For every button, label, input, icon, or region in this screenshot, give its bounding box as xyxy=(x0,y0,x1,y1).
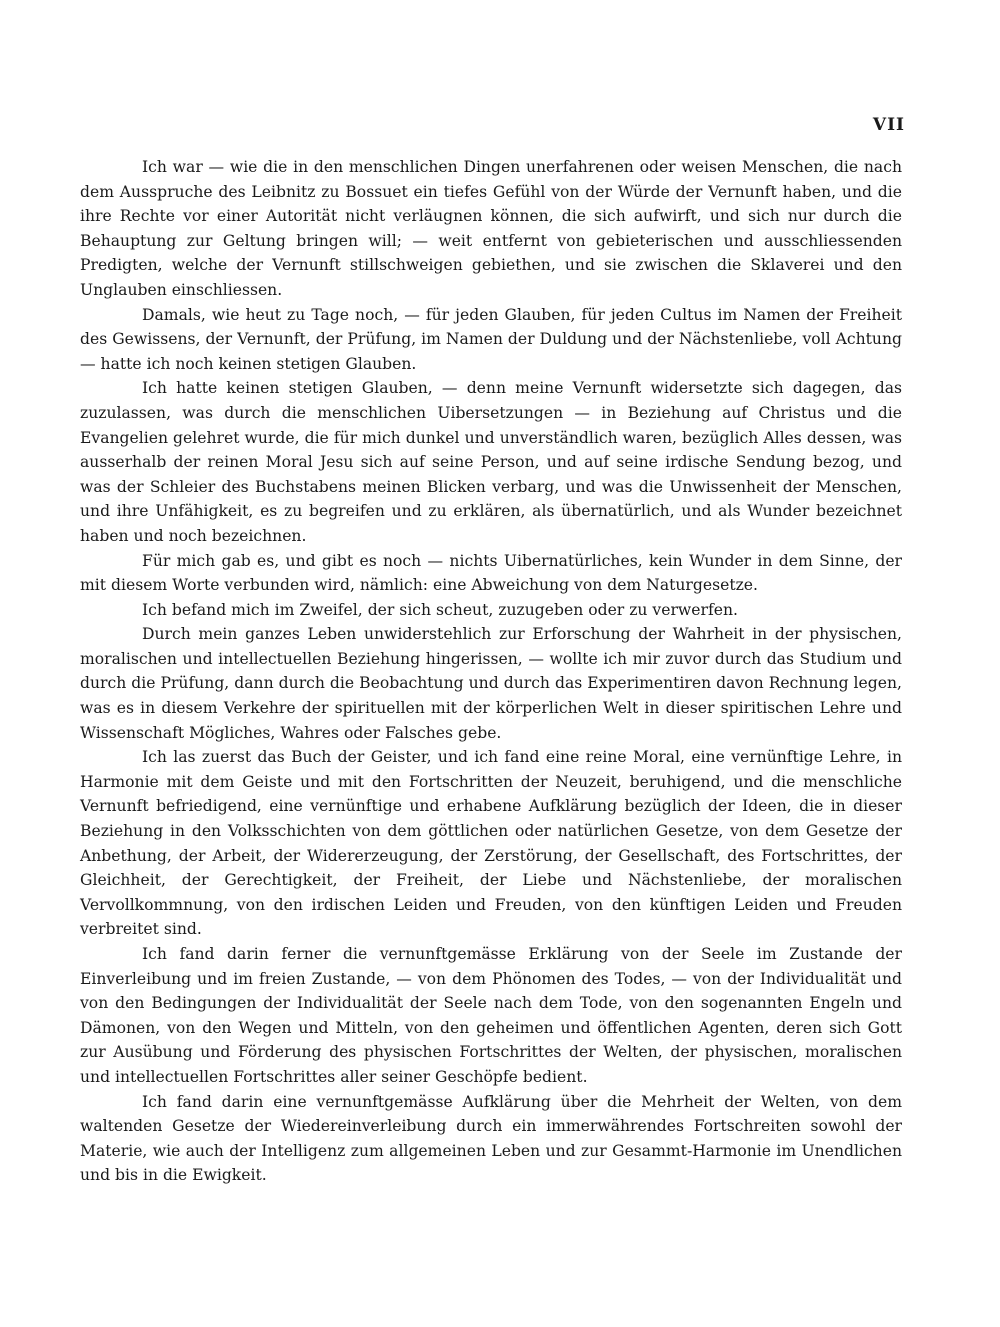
paragraph: Ich war — wie die in den menschlichen Dingen unerfahrenen oder weisen Menschen, die nach dem Ausspruche des Leibnitz zu Bossuet ein tiefes Gefühl von der Würde der Vernunft haben, und die ihre Rechte vor einer Autorität nicht verläugnen können, die sich aufwirft, und sich nur durch die Behauptung zur Geltung bringen will; — weit entfernt von gebieterischen und ausschliessenden Predigten, welche der Vernunft stillschweigen gebiethen, und sie zwischen die Sklaverei und den Unglauben einschliessen. xyxy=(80,158,902,299)
paragraph: Für mich gab es, und gibt es noch — nichts Uibernatürliches, kein Wunder in dem Sinne, der mit diesem Worte verbunden wird, nämlich: eine Abweichung von dem Naturgesetze. xyxy=(80,551,902,595)
paragraph: Ich hatte keinen stetigen Glauben, — denn meine Vernunft widersetzte sich dagegen, das zuzulassen, was durch die menschlichen Uibersetzungen — in Beziehung auf Christus und die Evangelien gelehret wurde, die für mich dunkel und unverständlich waren, bezüglich Alles dessen, was ausserhalb der reinen Moral Jesu sich auf seine Person, und auf seine irdische Sendung bezog, und was der Schleier des Buchstabens meinen Blicken verbarg, und was die Unwissenheit der Menschen, und ihre Unfähigkeit, es zu begreifen und zu erklären, als übernatürlich, und als Wunder bezeichnet haben und noch bezeichnen. xyxy=(80,379,902,545)
paragraph: Damals, wie heut zu Tage noch, — für jeden Glauben, für jeden Cultus im Namen der Freiheit des Gewissens, der Vernunft, der Prüfung, im Namen der Duldung und der Nächstenliebe, voll Achtung — hatte ich noch keinen stetigen Glauben. xyxy=(80,305,902,373)
paragraph: Ich las zuerst das Buch der Geister, und ich fand eine reine Moral, eine vernünftige Lehre, in Harmonie mit dem Geiste und mit den Fortschritten der Neuzeit, beruhigend, und die menschliche Vernunft befriedigend, eine vernünftige und erhabene Aufklärung bezüglich der Ideen, die in dieser Beziehung in den Volksschichten von dem göttlichen oder natürlichen Gesetze, von dem Gesetze der Anbethung, der Arbeit, der Widererzeugung, der Zerstörung, der Gesellschaft, des Fortschrittes, der Gleichheit, der Gerechtigkeit, der Freiheit, der Liebe und Nächstenliebe, der moralischen Vervollkommnung, von den irdischen Leiden und Freuden, von den künftigen Leiden und Freuden verbreitet sind. xyxy=(80,748,902,939)
text-body xyxy=(80,155,902,1188)
paragraph: Ich befand mich im Zweifel, der sich scheut, zuzugeben oder zu verwerfen. xyxy=(142,600,738,619)
paragraph: Ich fand darin eine vernunftgemässe Aufklärung über die Mehrheit der Welten, von dem waltenden Gesetze der Wiedereinverleibung durch ein immerwährendes Fortschreiten sowohl der Materie, wie auch der Intelligenz zum allgemeinen Leben und zur Gesammt-Harmonie im Unendlichen und bis in die Ewigkeit. xyxy=(80,1092,902,1185)
page-number: VII xyxy=(872,115,905,135)
paragraph: Ich fand darin ferner die vernunftgemässe Erklärung von der Seele im Zustande der Einverleibung und im freien Zustande, — von dem Phönomen des Todes, — von der Individualität und von den Bedingungen der Individualität der Seele nach dem Tode, von den sogenannten Engeln und Dämonen, von den Wegen und Mitteln, von den geheimen und öffentlichen Agenten, deren sich Gott zur Ausübung und Förderung des physischen Fortschrittes der Welten, der physischen, moralischen und intellectuellen Fortschrittes aller seiner Geschöpfe bedient. xyxy=(80,945,902,1086)
paragraph: Durch mein ganzes Leben unwiderstehlich zur Erforschung der Wahrheit in der physischen, moralischen und intellectuellen Beziehung hingerissen, — wollte ich mir zuvor durch das Studium und durch die Prüfung, dann durch die Beobachtung und durch das Experimentiren davon Rechnung legen, was es in diesem Verkehre der spirituellen mit der körperlichen Welt in dieser spiritischen Lehre und Wissenschaft Mögliches, Wahres oder Falsches gebe. xyxy=(80,625,902,742)
